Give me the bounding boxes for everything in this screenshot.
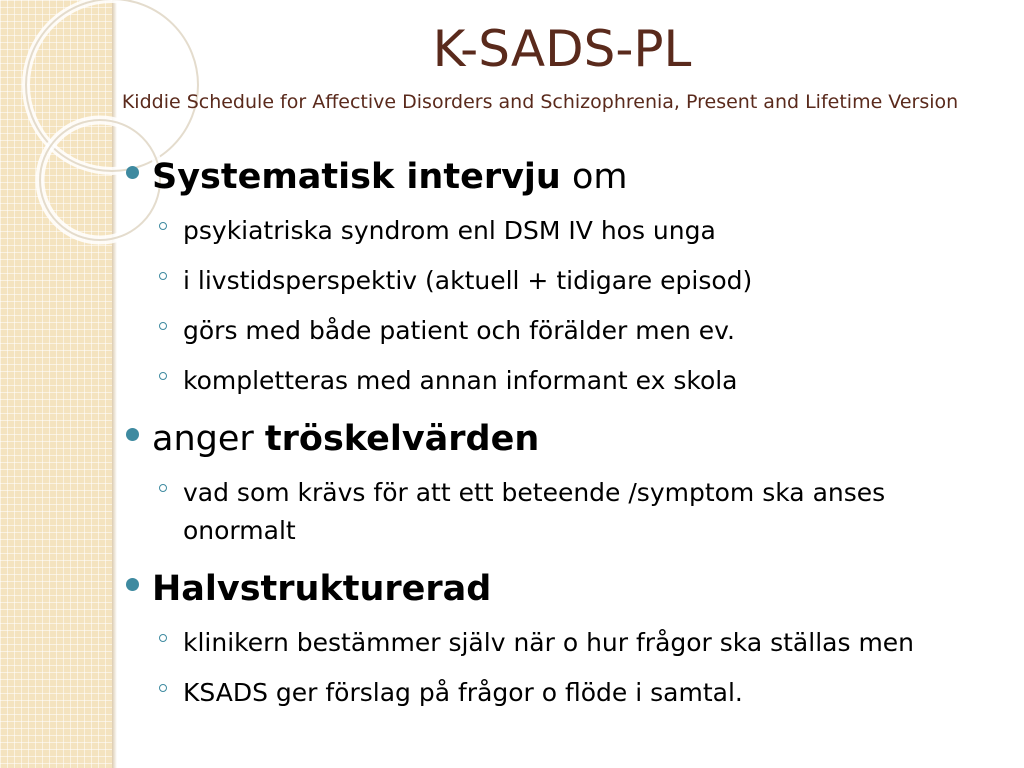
bullet-bold-text: Halvstrukturerad (152, 569, 492, 609)
slide-title: K-SADS-PL (432, 20, 692, 78)
bullet-text (152, 569, 491, 609)
sub-bullet-text: kompletteras med annan informant ex skola (183, 366, 738, 395)
sub-bullet-ring-icon (159, 322, 167, 330)
sub-bullet-text: klinikern bestämmer själv när o hur frågor ska ställas men (183, 628, 915, 657)
slide-subtitle: Kiddie Schedule for Affective Disorders and Schizophrenia, Present and Lifetime Version (121, 91, 959, 113)
bullet-bold-text: tröskelvärden (264, 419, 540, 459)
bullet-item (122, 412, 1002, 466)
sub-bullet-ring-icon (159, 272, 167, 280)
sub-bullet-text: vad som krävs för att ett beteende /symptom ska anses onormalt (183, 478, 886, 545)
bullet-dot-icon (126, 578, 139, 591)
sub-bullet-text: psykiatriska syndrom enl DSM IV hos unga (183, 216, 716, 245)
bullet-item (122, 150, 1002, 204)
sub-bullet-item (122, 474, 1002, 550)
sub-bullet-text: görs med både patient och förälder men ev. (183, 316, 735, 345)
bullet-item (122, 562, 1002, 616)
sub-bullet-text: KSADS ger förslag på frågor o flöde i samtal. (183, 678, 743, 707)
bullet-bold-text: Systematisk intervju (152, 157, 561, 197)
sub-bullet-text: i livstidsperspektiv (aktuell + tidigare episod) (183, 266, 753, 295)
sub-bullet-item (122, 674, 1002, 712)
bullet-dot-icon (126, 166, 139, 179)
sub-bullet-ring-icon (159, 634, 167, 642)
bullet-plain-text: om (560, 157, 628, 197)
sub-bullet-item (122, 624, 1002, 662)
sub-bullet-ring-icon (159, 684, 167, 692)
bullet-text (152, 419, 539, 459)
bullet-text (152, 157, 627, 197)
sub-bullet-item (122, 212, 1002, 250)
bullet-dot-icon (126, 428, 139, 441)
bullet-plain-text: anger (152, 419, 265, 459)
bullet-list (122, 150, 1002, 724)
sub-bullet-ring-icon (159, 222, 167, 230)
sub-bullet-ring-icon (159, 372, 167, 380)
sub-bullet-item (122, 312, 1002, 350)
sub-bullet-item (122, 362, 1002, 400)
sub-bullet-item (122, 262, 1002, 300)
sub-bullet-ring-icon (159, 484, 167, 492)
